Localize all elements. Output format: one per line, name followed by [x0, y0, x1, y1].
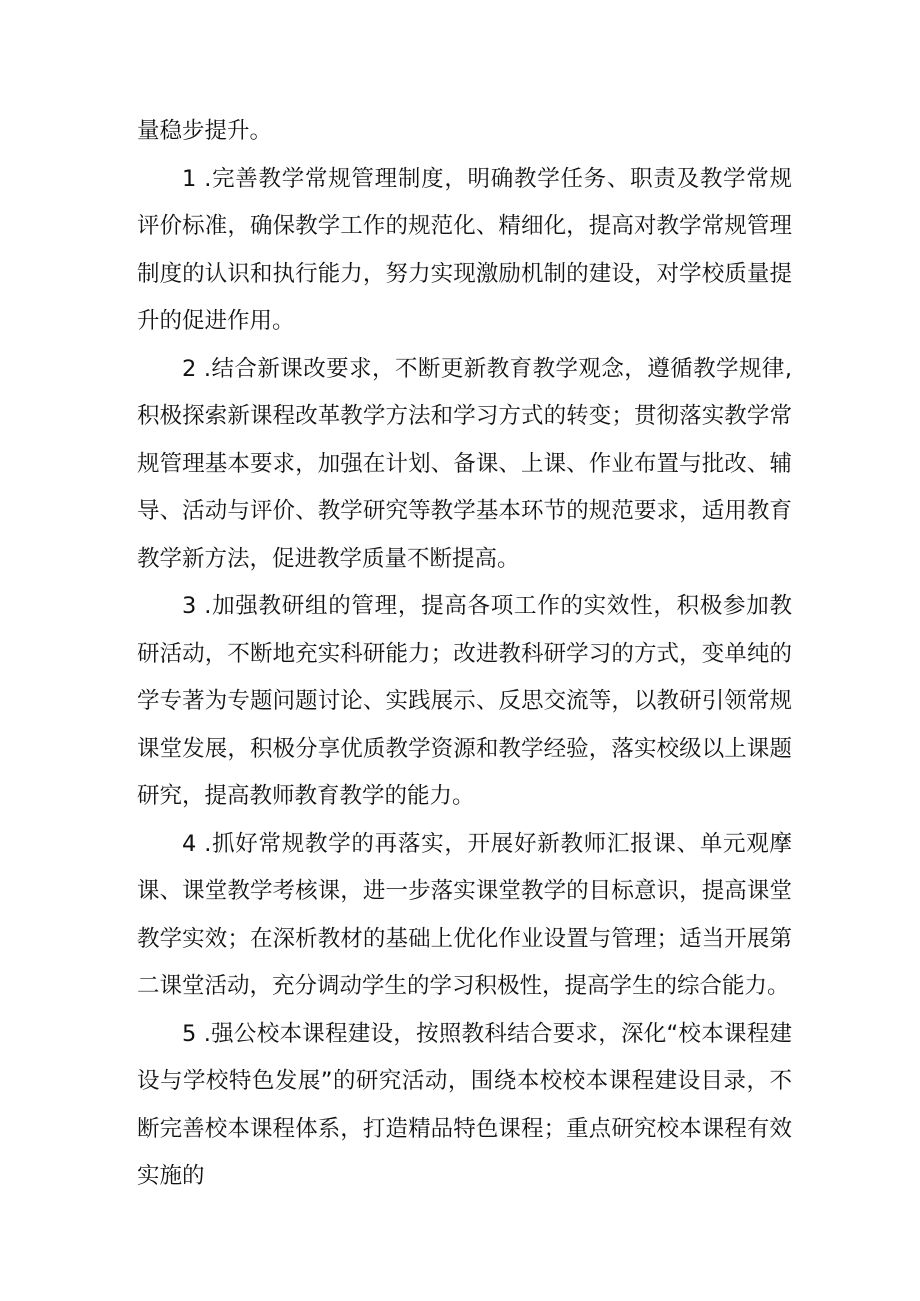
paragraph-item-2: 2 .结合新课改要求，不断更新教育教学观念，遵循教学规律,积极探索新课程改革教学方法和学习方式的转变；贯彻落实教学常规管理基本要求，加强在计划、备课、上课、作业布置与批改、辅导、活动与评价、教学研究等教学基本环节的规范要求，适用教育教学新方法，促进教学质量不断提高。 [137, 355, 792, 572]
paragraph-continuation: 量稳步提升。 [137, 118, 273, 144]
paragraph-item-5: 5 .强公校本课程建设，按照教科结合要求，深化“校本课程建设与学校特色发展”的研究活动，围绕本校校本课程建设目录，不断完善校本课程体系，打造精品特色课程；重点研究校本课程有效实施的 [137, 1020, 792, 1189]
paragraph-item-3: 3 .加强教研组的管理，提高各项工作的实效性，积极参加教研活动，不断地充实科研能力；改进教科研学习的方式，变单纯的学专著为专题问题讨论、实践展示、反思交流等，以教研引领常规课堂发展，积极分享优质教学资源和教学经验，落实校级以上课题研究，提高教师教育教学的能力。 [137, 593, 792, 809]
paragraph-item-1: 1 .完善教学常规管理制度，明确教学任务、职责及教学常规评价标准，确保教学工作的规范化、精细化，提高对教学常规管理制度的认识和执行能力，努力实现激励机制的建设，对学校质量提升的促进作用。 [137, 165, 792, 334]
paragraph-item-4: 4 .抓好常规教学的再落实，开展好新教师汇报课、单元观摩课、课堂教学考核课，进一步落实课堂教学的目标意识，提高课堂教学实效；在深析教材的基础上优化作业设置与管理；适当开展第二课堂活动，充分调动学生的学习积极性，提高学生的综合能力。 [137, 830, 792, 999]
document-body [137, 108, 792, 1201]
